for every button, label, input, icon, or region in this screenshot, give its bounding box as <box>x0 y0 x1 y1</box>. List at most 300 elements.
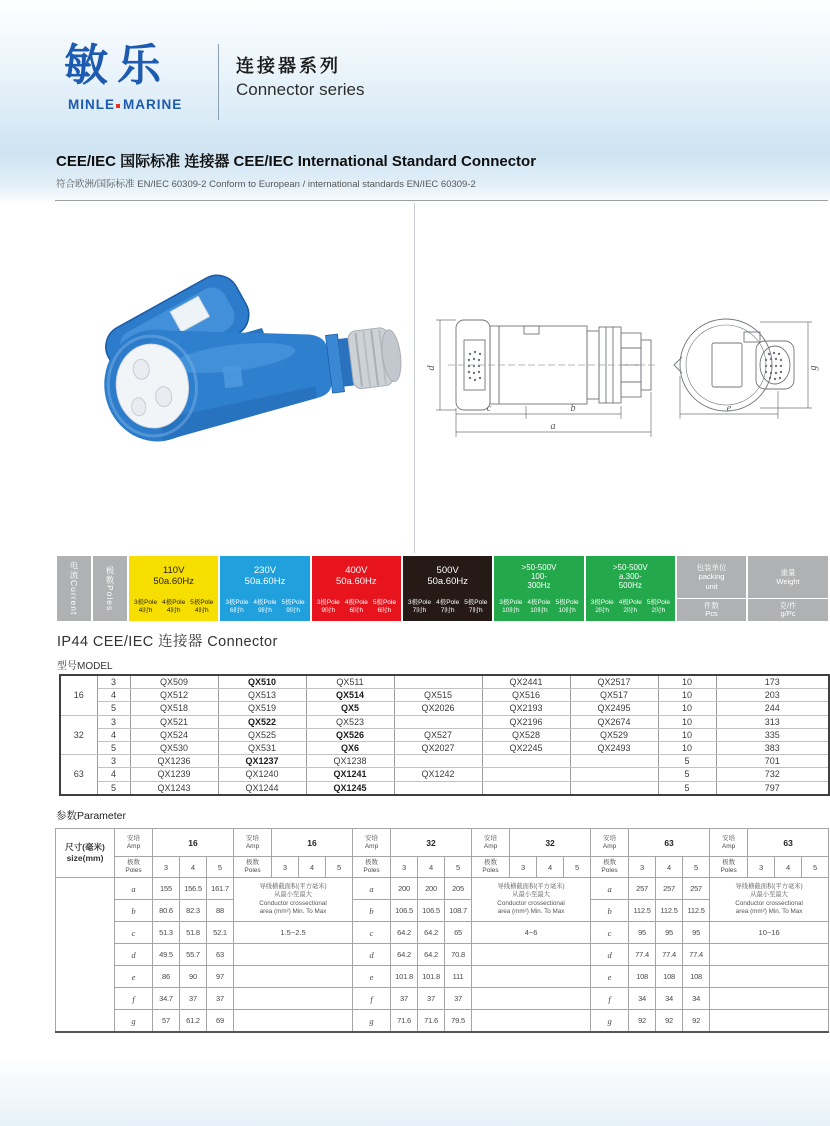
amp-header <box>115 829 153 857</box>
model-cell: QX510 <box>218 675 306 689</box>
dim-value: 61.2 <box>180 1010 207 1033</box>
gpc-cn: 克/件 <box>779 600 797 610</box>
poles-cn: 极数 <box>246 859 260 867</box>
voltage-label <box>403 556 492 595</box>
dim-value: 86 <box>153 966 180 988</box>
model-cell: QX2027 <box>394 741 482 754</box>
dim-value: 200 <box>391 878 418 900</box>
pole-hour <box>134 599 157 616</box>
dim-value: 71.6 <box>391 1010 418 1033</box>
model-cell: QX1239 <box>130 768 218 781</box>
dim-letter: c <box>115 922 153 944</box>
clock-position-label: 7时h <box>412 607 427 614</box>
amp-header <box>234 829 272 857</box>
model-row <box>60 755 829 768</box>
weight-value: 335 <box>716 728 829 741</box>
model-cell: QX516 <box>482 689 570 702</box>
amp-value: 63 <box>748 829 829 857</box>
poles-value: 4 <box>97 728 130 741</box>
clock-position-label: 9时h <box>286 607 300 614</box>
param-row <box>56 878 829 900</box>
weight-cn: 重量 <box>780 567 796 577</box>
dim-value: 34 <box>629 988 656 1010</box>
model-cell: QX527 <box>394 728 482 741</box>
voltage-line: >50-500V <box>521 562 557 572</box>
model-cell: QX523 <box>306 715 394 728</box>
pole-count-label: 3极Pole <box>407 598 432 606</box>
pole-hour <box>591 599 614 616</box>
note-line: area (mm²) Min. To Max <box>497 908 565 915</box>
pole-hours <box>312 595 401 621</box>
pole-hours <box>129 595 218 621</box>
dim-value: 108 <box>656 966 683 988</box>
pole-hour <box>619 599 642 616</box>
pole-count-label: 3极Pole <box>499 598 523 606</box>
poles-en: Poles <box>125 867 142 874</box>
model-cell: QX2026 <box>394 702 482 715</box>
series-title-en: Connector series <box>236 80 365 99</box>
model-cell: QX1238 <box>306 755 394 768</box>
dim-letter: d <box>591 944 629 966</box>
poles-value: 5 <box>97 741 130 754</box>
packing-column-header <box>677 556 746 621</box>
logo-red-mark <box>116 104 120 108</box>
pole-count-label: 5极Pole <box>646 598 670 606</box>
conductor-empty <box>472 1010 591 1033</box>
voltage-line: 400V <box>345 564 368 576</box>
conductor-note <box>710 878 829 922</box>
pole-count-label: 5极Pole <box>281 598 305 606</box>
dim-value: 161.7 <box>207 878 234 900</box>
dim-value: 82.3 <box>180 900 207 922</box>
amp-cn: 安培 <box>127 834 140 842</box>
banner-subtitle: 符合欧洲/国际标准 EN/IEC 60309-2 Conform to European / international standards EN/IEC 60309-2 <box>56 179 476 190</box>
poles-value: 5 <box>97 781 130 795</box>
model-section-title: IP44 CEE/IEC 连接器 Connector <box>57 634 278 650</box>
dim-letter: b <box>591 900 629 922</box>
param-row <box>56 966 829 988</box>
pole-count-header: 4 <box>418 857 445 878</box>
dim-a: a <box>550 421 556 432</box>
conductor-empty <box>710 944 829 966</box>
dim-g: g <box>808 365 819 371</box>
model-row <box>60 675 829 689</box>
model-cell: QX525 <box>218 728 306 741</box>
weight-value: 701 <box>716 755 829 768</box>
dim-value: 257 <box>683 878 710 900</box>
dim-value: 69 <box>207 1010 234 1033</box>
pole-count-label: 4极Pole <box>253 598 277 606</box>
conductor-range: 10~16 <box>710 922 829 944</box>
amp-en: Amp <box>483 842 498 850</box>
amp-header <box>710 829 748 857</box>
pole-count-header: 3 <box>153 857 180 878</box>
poles-en: Poles <box>244 867 261 874</box>
amp-en: Amp <box>245 842 260 850</box>
dim-value: 95 <box>683 922 710 944</box>
poles-header <box>234 857 272 878</box>
dim-value: 37 <box>180 988 207 1010</box>
model-cell: QX6 <box>306 741 394 754</box>
note-line: 导线横截面积(平方毫米) <box>497 882 565 890</box>
pole-count-label: 5极Pole <box>372 598 396 606</box>
pcs-value: 5 <box>658 755 716 768</box>
conductor-empty <box>234 1010 353 1033</box>
param-row <box>56 922 829 944</box>
dim-value: 92 <box>683 1010 710 1033</box>
note-line: 从最小至最大 <box>750 891 788 898</box>
dim-value: 34 <box>656 988 683 1010</box>
series-title-cn: 连接器系列 <box>236 56 341 76</box>
voltage-line: 50a.60Hz <box>244 575 286 587</box>
side-dimensions <box>436 320 651 437</box>
note-line: 导线横截面积(平方毫米) <box>259 882 327 890</box>
current-column-header <box>57 556 91 621</box>
conductor-empty <box>234 944 353 966</box>
param-subheader-row <box>56 857 829 878</box>
pole-hour <box>282 599 305 616</box>
model-cell <box>570 781 658 795</box>
model-row <box>60 689 829 702</box>
dim-b: b <box>570 403 576 414</box>
dim-value: 34.7 <box>153 988 180 1010</box>
clock-position-label: 4时h <box>166 607 181 614</box>
dim-value: 51.3 <box>153 922 180 944</box>
pole-count-label: 3极Pole <box>133 598 158 606</box>
pole-count-header: 5 <box>564 857 591 878</box>
pole-count-label: 4极Pole <box>527 598 551 606</box>
dim-letter: b <box>115 900 153 922</box>
dim-value: 37 <box>418 988 445 1010</box>
pole-count-label: 4极Pole <box>618 598 642 606</box>
clock-position-label: 10时h <box>530 607 548 614</box>
dim-letter: a <box>353 878 391 900</box>
pcs-value: 5 <box>658 781 716 795</box>
dim-value: 57 <box>153 1010 180 1033</box>
logo-chinese: 敏乐 <box>64 41 170 90</box>
model-cell: QX519 <box>218 702 306 715</box>
pole-count-header: 5 <box>802 857 829 878</box>
poles-header <box>710 857 748 878</box>
pole-hour <box>436 599 459 616</box>
note-line: area (mm²) Min. To Max <box>735 908 803 915</box>
model-cell: QX5 <box>306 702 394 715</box>
model-cell: QX1240 <box>218 768 306 781</box>
conductor-empty <box>710 988 829 1010</box>
voltage-line: 230V <box>253 564 277 576</box>
pcs-cn: 件数 <box>704 600 719 610</box>
pcs-value: 10 <box>658 702 716 715</box>
dim-value: 112.5 <box>656 900 683 922</box>
voltage-line: 110V <box>162 564 185 576</box>
pole-hour <box>190 599 213 616</box>
voltage-cell-50-500v-100-300hz <box>494 556 583 621</box>
model-cell: QX521 <box>130 715 218 728</box>
conductor-note <box>472 878 591 922</box>
conductor-range: 1.5~2.5 <box>234 922 353 944</box>
cable-gland <box>347 326 404 390</box>
dim-letter: a <box>115 878 153 900</box>
front-dimensions <box>680 322 812 419</box>
model-table-body <box>60 675 829 795</box>
dim-letter: g <box>353 1010 391 1033</box>
pole-hour <box>225 599 248 616</box>
model-cell <box>482 768 570 781</box>
dim-value: 106.5 <box>418 900 445 922</box>
dim-letter: e <box>115 966 153 988</box>
model-cell <box>394 755 482 768</box>
product-photo-panel <box>64 248 410 456</box>
voltage-line: 50a.60Hz <box>153 575 194 587</box>
pcs-value: 10 <box>658 715 716 728</box>
model-cell: QX1237 <box>218 755 306 768</box>
model-cell: QX1245 <box>306 781 394 795</box>
dim-value: 77.4 <box>629 944 656 966</box>
logo-english <box>68 97 182 112</box>
dim-value: 55.7 <box>180 944 207 966</box>
conductor-empty <box>234 988 353 1010</box>
conductor-empty <box>472 988 591 1010</box>
size-label <box>56 829 115 878</box>
conductor-empty <box>472 966 591 988</box>
poles-en: Poles <box>720 867 737 874</box>
dim-value: 37 <box>445 988 472 1010</box>
poles-en: Poles <box>601 867 618 874</box>
dim-value: 64.2 <box>418 922 445 944</box>
model-row <box>60 715 829 728</box>
dim-value: 108 <box>683 966 710 988</box>
gpc-en: g/Pc <box>780 609 796 618</box>
clock-position-label: 2时h <box>651 607 666 614</box>
poles-header <box>472 857 510 878</box>
dim-value: 200 <box>418 878 445 900</box>
packing-en2: unit <box>705 581 718 591</box>
voltage-label <box>129 556 218 595</box>
pole-hour <box>408 599 431 616</box>
dim-letter: d <box>115 944 153 966</box>
current-value: 63 <box>60 755 97 795</box>
pole-count-header: 4 <box>180 857 207 878</box>
model-cell: QX529 <box>570 728 658 741</box>
param-section-title: 参数Parameter <box>56 810 127 822</box>
amp-header <box>591 829 629 857</box>
pole-count-header: 5 <box>326 857 353 878</box>
poles-header <box>353 857 391 878</box>
pcs-value: 10 <box>658 689 716 702</box>
pole-count-header: 5 <box>207 857 234 878</box>
model-cell: QX2193 <box>482 702 570 715</box>
current-label: 电流Current <box>69 561 79 616</box>
amp-en: Amp <box>364 842 379 850</box>
amp-header <box>472 829 510 857</box>
poles-value: 4 <box>97 689 130 702</box>
param-table <box>55 828 829 1033</box>
pole-count-header: 4 <box>775 857 802 878</box>
dim-value: 257 <box>629 878 656 900</box>
pole-count-header: 3 <box>629 857 656 878</box>
dim-value: 95 <box>629 922 656 944</box>
model-row <box>60 768 829 781</box>
pole-hour <box>647 599 670 616</box>
model-cell: QX2517 <box>570 675 658 689</box>
model-cell <box>482 781 570 795</box>
note-line: 从最小至最大 <box>512 891 550 898</box>
packing-cn: 包装单位 <box>696 562 727 572</box>
poles-value: 3 <box>97 675 130 689</box>
voltage-label <box>220 556 309 595</box>
side-contacts <box>468 351 481 381</box>
model-section-subtitle: 型号MODEL <box>57 661 113 672</box>
model-cell: QX515 <box>394 689 482 702</box>
pole-count-label: 3极Pole <box>225 598 249 606</box>
dim-value: 49.5 <box>153 944 180 966</box>
note-line: Conductor crossectional <box>735 899 803 907</box>
dim-value: 79.5 <box>445 1010 472 1033</box>
amp-en: Amp <box>126 842 141 850</box>
amp-cn: 安培 <box>603 834 617 842</box>
logo-minle: MINLE <box>68 97 115 112</box>
model-row <box>60 781 829 795</box>
pole-hour <box>253 599 276 616</box>
dim-d: d <box>426 365 437 371</box>
voltage-line: 50a.60Hz <box>427 575 468 587</box>
amp-value: 32 <box>391 829 472 857</box>
poles-cn: 极数 <box>484 859 498 867</box>
packing-title <box>677 556 746 598</box>
dim-letter: e <box>591 966 629 988</box>
weight-value: 244 <box>716 702 829 715</box>
dim-value: 92 <box>629 1010 656 1033</box>
pole-hour <box>556 599 579 616</box>
model-cell <box>570 755 658 768</box>
model-cell <box>482 755 570 768</box>
clock-position-label: 4时h <box>194 607 209 614</box>
amp-value: 16 <box>153 829 234 857</box>
pole-count-header: 3 <box>748 857 775 878</box>
banner-rule <box>55 200 828 201</box>
pole-count-label: 5极Pole <box>555 598 579 606</box>
amp-cn: 安培 <box>484 834 498 842</box>
current-value: 32 <box>60 715 97 755</box>
dim-letter: f <box>591 988 629 1010</box>
banner-title: CEE/IEC 国际标准 连接器 CEE/IEC International Standard Connector <box>56 153 537 170</box>
model-row <box>60 728 829 741</box>
clock-position-label: 6时h <box>349 607 364 614</box>
model-row <box>60 741 829 754</box>
voltage-line: 300Hz <box>527 581 551 591</box>
dim-value: 34 <box>683 988 710 1010</box>
voltage-cell-500v <box>403 556 492 621</box>
clock-position-label: 7时h <box>468 607 483 614</box>
logo-marine: MARINE <box>123 97 183 112</box>
poles-header <box>115 857 153 878</box>
pole-count-label: 3极Pole <box>590 598 614 606</box>
dim-value: 92 <box>656 1010 683 1033</box>
dim-e: e <box>726 403 732 414</box>
size-spacer <box>56 878 115 1033</box>
spec-strip <box>57 556 828 621</box>
amp-en: Amp <box>721 842 736 850</box>
dim-letter: c <box>353 922 391 944</box>
poles-value: 3 <box>97 715 130 728</box>
clock-position-label: 7时h <box>440 607 455 614</box>
dim-value: 155 <box>153 878 180 900</box>
pole-count-label: 5极Pole <box>464 598 488 606</box>
model-cell: QX2495 <box>570 702 658 715</box>
model-cell: QX524 <box>130 728 218 741</box>
model-cell: QX522 <box>218 715 306 728</box>
dim-letter: g <box>115 1010 153 1033</box>
dim-value: 90 <box>180 966 207 988</box>
voltage-cell-110v <box>129 556 218 621</box>
size-label-cn: 尺寸(毫米) <box>65 841 105 852</box>
dim-value: 257 <box>656 878 683 900</box>
weight-value: 313 <box>716 715 829 728</box>
param-row <box>56 988 829 1010</box>
model-cell: QX513 <box>218 689 306 702</box>
front-contacts <box>765 352 782 380</box>
param-table-head <box>56 829 829 878</box>
header-divider <box>218 44 219 120</box>
clock-position-label: 10时h <box>502 607 520 614</box>
dim-value: 51.8 <box>180 922 207 944</box>
model-cell: QX528 <box>482 728 570 741</box>
clock-position-label: 2时h <box>595 607 610 614</box>
dim-value: 37 <box>391 988 418 1010</box>
amp-cn: 安培 <box>246 834 260 842</box>
dim-value: 108.7 <box>445 900 472 922</box>
model-cell: QX512 <box>130 689 218 702</box>
packing-en1: packing <box>698 572 725 582</box>
pcs-value: 5 <box>658 768 716 781</box>
pole-count-label: 4极Pole <box>162 598 186 606</box>
weight-value: 732 <box>716 768 829 781</box>
note-line: 从最小至最大 <box>274 891 312 898</box>
voltage-line: 50a.60Hz <box>335 575 377 587</box>
pcs-value: 10 <box>658 741 716 754</box>
model-cell: QX2674 <box>570 715 658 728</box>
voltage-line: 500V <box>436 564 459 576</box>
model-cell: QX509 <box>130 675 218 689</box>
dim-value: 70.8 <box>445 944 472 966</box>
pole-count-header: 5 <box>683 857 710 878</box>
conductor-range: 4~6 <box>472 922 591 944</box>
dim-value: 64.2 <box>391 922 418 944</box>
model-cell: QX2441 <box>482 675 570 689</box>
poles-en: Poles <box>482 867 499 874</box>
clock-position-label: 9时h <box>321 607 336 614</box>
poles-value: 4 <box>97 768 130 781</box>
voltage-label <box>494 556 583 595</box>
voltage-label <box>586 556 675 595</box>
poles-cn: 极数 <box>603 859 617 867</box>
dim-letter: b <box>353 900 391 922</box>
model-cell: QX530 <box>130 741 218 754</box>
amp-header <box>353 829 391 857</box>
pcs-value: 10 <box>658 728 716 741</box>
poles-cn: 极数 <box>365 859 379 867</box>
model-cell: QX518 <box>130 702 218 715</box>
dim-value: 108 <box>629 966 656 988</box>
pole-count-label: 4极Pole <box>436 598 460 606</box>
dim-value: 156.5 <box>180 878 207 900</box>
model-cell: QX1243 <box>130 781 218 795</box>
model-cell: QX2245 <box>482 741 570 754</box>
dim-value: 71.6 <box>418 1010 445 1033</box>
pole-hour <box>464 599 487 616</box>
dim-value: 101.8 <box>418 966 445 988</box>
amp-cn: 安培 <box>722 834 736 842</box>
